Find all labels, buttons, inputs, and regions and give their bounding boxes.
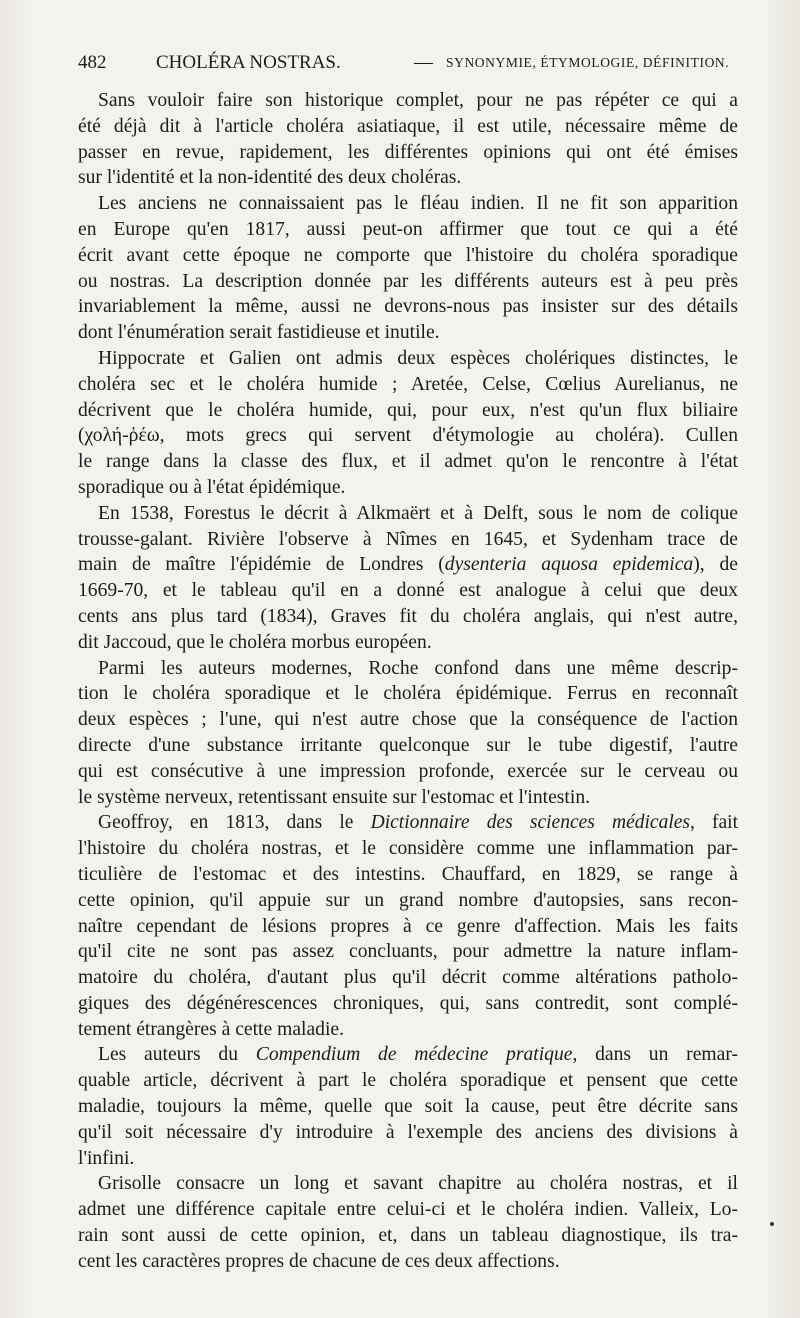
text-line: sur l'identité et la non-identité des deux choléras. <box>78 167 462 189</box>
page-number: 482 <box>78 52 107 73</box>
text-line: deux espèces ; l'une, qui n'est autre chose que la conséquence de l'action <box>78 709 738 731</box>
text-line: choléra sec et le choléra humide ; Aretée, Celse, Cœlius Aurelianus, ne <box>78 373 738 395</box>
body-text <box>78 88 738 1275</box>
text-line: qui est consécutive à une impression profonde, exercée sur le cerveau ou <box>78 760 738 782</box>
italic-title: dysenteria aquosa epidemica <box>444 554 694 576</box>
text-fragment: , fait <box>689 812 739 834</box>
paragraph-4 <box>78 501 738 656</box>
text-line: décrivent que le choléra humide, qui, pour eux, n'est qu'un flux biliaire <box>78 399 738 421</box>
text-fragment: Les auteurs du <box>98 1044 256 1066</box>
text-line: qu'il soit nécessaire d'y introduire à l'exemple des anciens des divisions à <box>78 1121 738 1143</box>
text-line: (χολή-ῥέω, mots grecs qui servent d'étymologie au choléra). Cullen <box>78 425 738 447</box>
text-line: admet une différence capitale entre celui-ci et le choléra indien. Valleix, Lo- <box>78 1199 738 1221</box>
text-line-with-italic <box>78 1042 738 1068</box>
text-line: naître cependant de lésions propres à ce genre d'affection. Mais les faits <box>78 915 738 937</box>
running-header <box>78 52 768 82</box>
text-line-with-italic <box>78 810 738 836</box>
paragraph-3 <box>78 346 738 501</box>
text-line: l'infini. <box>78 1147 135 1169</box>
text-line: qu'il cite ne sont pas assez concluants, pour admettre la nature inflam- <box>78 941 738 963</box>
text-line: En 1538, Forestus le décrit à Alkmaërt et à Delft, sous le nom de colique <box>98 502 738 524</box>
header-separator: — <box>414 52 433 73</box>
text-fragment: ), de <box>693 554 738 576</box>
text-line: Les anciens ne connaissaient pas le fléau indien. Il ne fit son apparition <box>98 193 738 215</box>
text-fragment: , dans un remar- <box>572 1044 738 1066</box>
text-line: Parmi les auteurs modernes, Roche confond dans une même descrip- <box>98 657 738 679</box>
text-line: Hippocrate et Galien ont admis deux espèces cholériques distinctes, le <box>98 347 738 369</box>
text-line: dont l'énumération serait fastidieuse et inutile. <box>78 322 440 344</box>
margin-dot <box>770 1222 774 1226</box>
text-fragment: Geoffroy, en 1813, dans le <box>98 812 371 834</box>
text-line: ticulière de l'estomac et des intestins. Chauffard, en 1829, se range à <box>78 863 738 885</box>
paragraph-6 <box>78 810 738 1042</box>
text-line: invariablement la même, aussi ne devrons-nous pas insister sur des détails <box>78 296 738 318</box>
text-line: 1669-70, et le tableau qu'il en a donné est analogue à celui que deux <box>78 580 738 602</box>
text-line: trousse-galant. Rivière l'observe à Nîmes en 1645, et Sydenham trace de <box>78 528 738 550</box>
text-line: Grisolle consacre un long et savant chapitre au choléra nostras, et il <box>98 1173 738 1195</box>
text-line: sporadique ou à l'état épidémique. <box>78 476 346 498</box>
text-line: l'histoire du choléra nostras, et le considère comme une inflammation par- <box>78 838 738 860</box>
text-line: écrit avant cette époque ne comporte que l'histoire du choléra sporadique <box>78 244 738 266</box>
paragraph-2 <box>78 191 738 346</box>
header-title: CHOLÉRA NOSTRAS. <box>156 52 341 73</box>
text-line: le range dans la classe des flux, et il admet qu'on le rencontre à l'état <box>78 451 738 473</box>
paragraph-1 <box>78 88 738 191</box>
text-line: giques des dégénérescences chroniques, qui, sans contredit, sont complé- <box>78 992 738 1014</box>
text-line: quable article, décrivent à part le choléra sporadique et pensent que cette <box>78 1070 738 1092</box>
text-line: cents ans plus tard (1834), Graves fit du choléra anglais, qui n'est autre, <box>78 605 738 627</box>
text-line: maladie, toujours la même, quelle que soit la cause, peut être décrite sans <box>78 1096 738 1118</box>
text-line: le système nerveux, retentissant ensuite sur l'estomac et l'intestin. <box>78 786 591 808</box>
paragraph-8 <box>78 1171 738 1274</box>
text-line: directe d'une substance irritante quelconque sur le tube digestif, l'autre <box>78 734 738 756</box>
text-line-with-italic <box>78 552 738 578</box>
text-line: cette opinion, qu'il appuie sur un grand nombre d'autopsies, sans recon- <box>78 889 738 911</box>
text-line: dit Jaccoud, que le choléra morbus européen. <box>78 631 432 653</box>
header-subtitle: SYNONYMIE, ÉTYMOLOGIE, DÉFINITION. <box>446 55 730 70</box>
text-line: été déjà dit à l'article choléra asiatiaque, il est utile, nécessaire même de <box>78 115 738 137</box>
paragraph-5 <box>78 656 738 811</box>
text-line: rain sont aussi de cette opinion, et, dans un tableau diagnostique, ils tra- <box>78 1225 738 1247</box>
text-line: en Europe qu'en 1817, aussi peut-on affirmer que tout ce qui a été <box>78 218 738 240</box>
text-line: matoire du choléra, d'autant plus qu'il décrit comme altérations patholo- <box>78 967 738 989</box>
text-line: ou nostras. La description donnée par les différents auteurs est à peu près <box>78 270 738 292</box>
italic-title: Dictionnaire des sciences médicales <box>370 812 690 834</box>
text-line: passer en revue, rapidement, les différentes opinions qui ont été émises <box>78 141 738 163</box>
text-line: tion le choléra sporadique et le choléra épidémique. Ferrus en reconnaît <box>78 683 738 705</box>
text-line: cent les caractères propres de chacune de ces deux affections. <box>78 1250 560 1272</box>
italic-title: Compendium de médecine pratique <box>255 1044 573 1066</box>
text-fragment: main de maître l'épidémie de Londres ( <box>78 554 445 576</box>
text-line: tement étrangères à cette maladie. <box>78 1018 344 1040</box>
paragraph-7 <box>78 1042 738 1171</box>
text-line: Sans vouloir faire son historique complet, pour ne pas répéter ce qui a <box>98 90 738 111</box>
